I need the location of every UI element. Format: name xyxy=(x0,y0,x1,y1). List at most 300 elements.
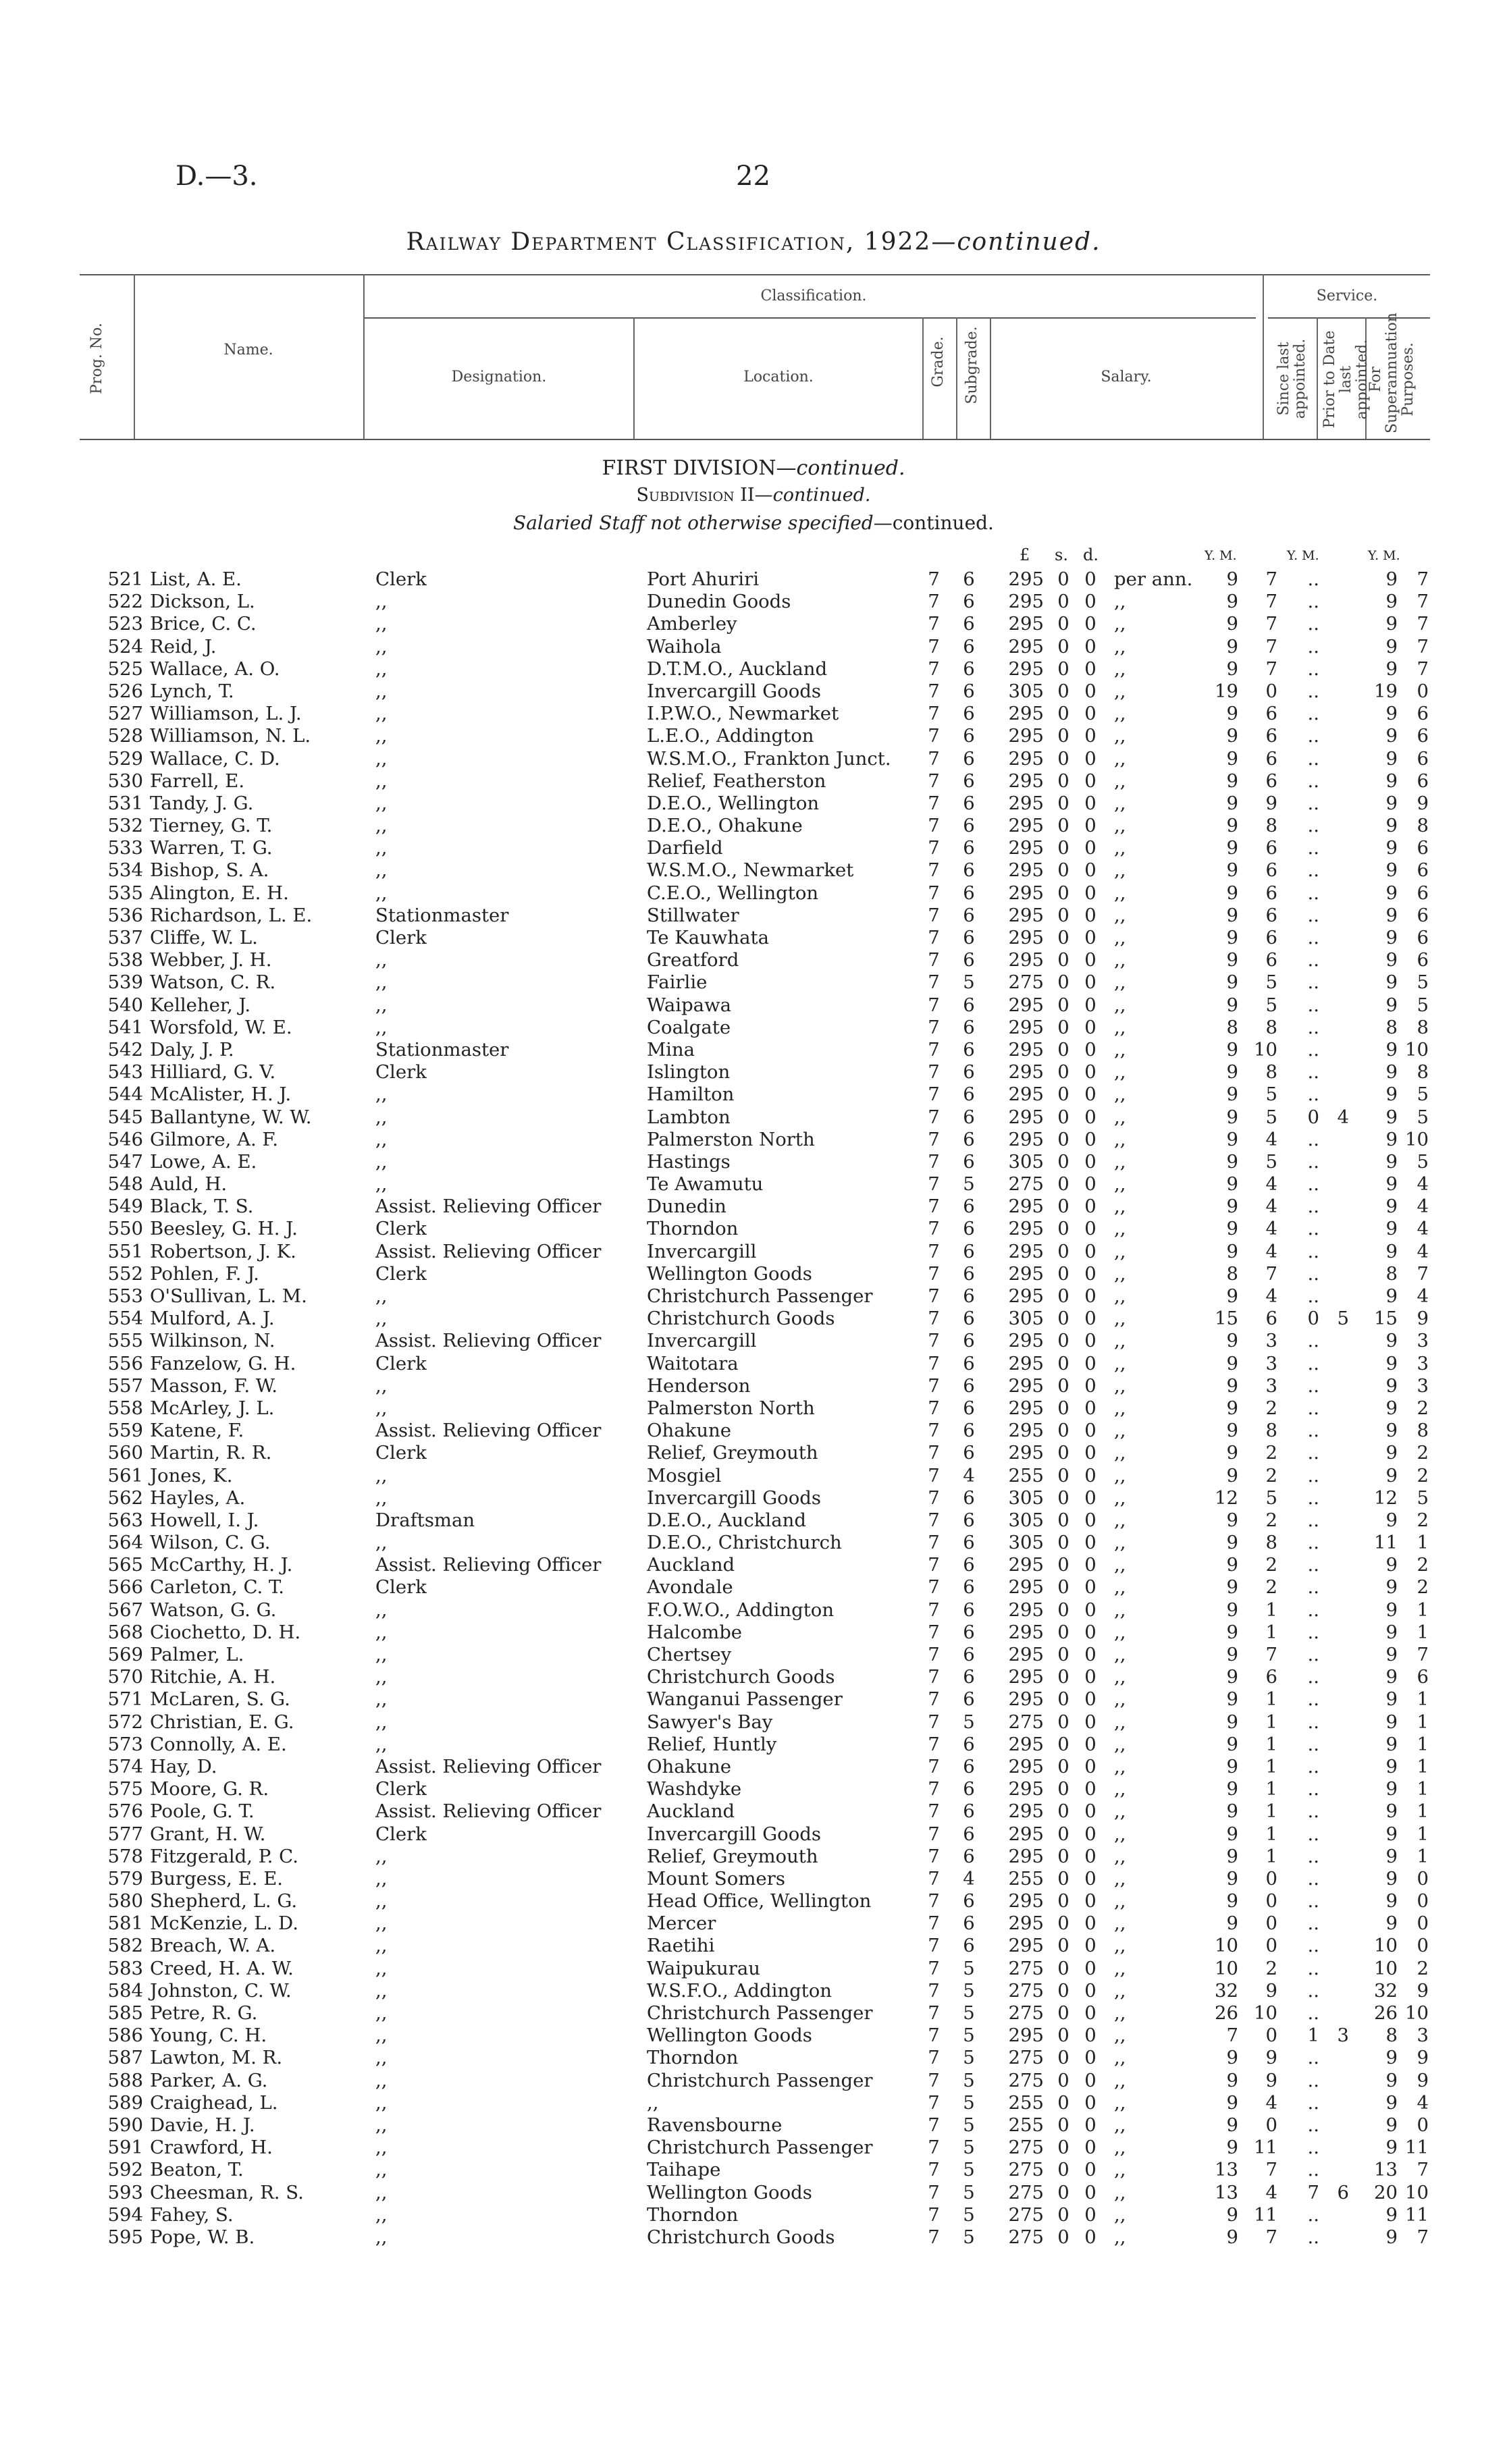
salary-pence: 0 xyxy=(1084,2137,1096,2159)
salary-pence: 0 xyxy=(1084,1262,1096,1285)
prog-no: 576 xyxy=(107,1800,143,1823)
subgrade: 6 xyxy=(963,770,975,792)
division-text: FIRST DIVISION— xyxy=(602,456,797,480)
salary-pounds: 295 xyxy=(1008,747,1044,770)
since-months: 3 xyxy=(1265,1330,1277,1352)
salary-pence: 0 xyxy=(1084,1867,1096,1890)
location: D.T.M.O., Auckland xyxy=(647,658,828,680)
salary-pounds: 295 xyxy=(1008,1778,1044,1800)
prog-no: 561 xyxy=(107,1464,143,1487)
salary-shillings: 0 xyxy=(1057,1330,1069,1352)
salary-pounds: 295 xyxy=(1008,635,1044,658)
salary-pence: 0 xyxy=(1084,1061,1096,1083)
salary-pence: 0 xyxy=(1084,1083,1096,1106)
salary-pence: 0 xyxy=(1084,1778,1096,1800)
location: Coalgate xyxy=(647,1016,731,1038)
salary-pence: 0 xyxy=(1084,1845,1096,1867)
employee-name: Beesley, G. H. J. xyxy=(150,1218,298,1240)
since-months: 8 xyxy=(1265,815,1277,837)
salary-pence: 0 xyxy=(1084,770,1096,792)
salary-pence: 0 xyxy=(1084,1979,1096,2002)
grade: 7 xyxy=(928,1285,940,1307)
prior-months: 3 xyxy=(1337,2025,1349,2047)
super-months: 8 xyxy=(1417,1016,1429,1038)
salary-period: ,, xyxy=(1114,1554,1126,1576)
table-row xyxy=(0,1756,1507,1778)
table-row xyxy=(0,1599,1507,1622)
super-years: 9 xyxy=(1385,613,1398,635)
designation: Clerk xyxy=(375,1262,427,1285)
location: D.E.O., Auckland xyxy=(647,1509,806,1531)
prog-no: 584 xyxy=(107,1979,143,2002)
grade: 7 xyxy=(928,1061,940,1083)
super-years: 9 xyxy=(1385,2226,1398,2248)
location: Waitotara xyxy=(647,1352,739,1374)
subgrade: 6 xyxy=(963,1330,975,1352)
prog-no: 551 xyxy=(107,1240,143,1262)
table-row xyxy=(0,1958,1507,1980)
since-months: 9 xyxy=(1265,792,1277,814)
prog-no: 588 xyxy=(107,2069,143,2091)
salary-pence: 0 xyxy=(1084,1196,1096,1218)
prior-years: .. xyxy=(1307,1599,1319,1621)
salary-shillings: 0 xyxy=(1057,1621,1069,1643)
grade: 7 xyxy=(928,1038,940,1061)
prior-years: .. xyxy=(1307,1128,1319,1150)
employee-name: Shepherd, L. G. xyxy=(150,1890,298,1912)
since-years: 9 xyxy=(1226,613,1238,635)
salary-pounds: 295 xyxy=(1008,1823,1044,1845)
salary-shillings: 0 xyxy=(1057,1038,1069,1061)
subgrade: 6 xyxy=(963,882,975,904)
table-row xyxy=(0,815,1507,837)
salary-period: ,, xyxy=(1114,1352,1126,1374)
employee-name: Johnston, C. W. xyxy=(150,1979,292,2002)
salary-pounds: 275 xyxy=(1008,1957,1044,1979)
table-row xyxy=(0,2204,1507,2226)
super-years: 9 xyxy=(1385,1867,1398,1890)
grade: 7 xyxy=(928,1979,940,2002)
super-years: 9 xyxy=(1385,994,1398,1016)
since-months: 9 xyxy=(1265,2047,1277,2069)
salary-pounds: 295 xyxy=(1008,1061,1044,1083)
table-row xyxy=(0,2047,1507,2069)
salary-pence: 0 xyxy=(1084,1666,1096,1688)
salary-pence: 0 xyxy=(1084,1285,1096,1307)
super-months: 0 xyxy=(1417,1935,1429,1957)
col-prior-to: Prior to Date last appointed. xyxy=(1321,330,1371,429)
salary-shillings: 0 xyxy=(1057,568,1069,590)
super-years: 20 xyxy=(1374,2181,1398,2203)
designation: Assist. Relieving Officer xyxy=(375,1330,602,1352)
employee-name: Kelleher, J. xyxy=(150,994,251,1016)
grade: 7 xyxy=(928,1464,940,1487)
since-months: 7 xyxy=(1265,658,1277,680)
salary-pounds: 275 xyxy=(1008,2203,1044,2226)
salary-shillings: 0 xyxy=(1057,1173,1069,1196)
location: Chertsey xyxy=(647,1644,732,1665)
salary-pounds: 275 xyxy=(1008,2137,1044,2159)
super-months: 6 xyxy=(1417,770,1429,792)
salary-shillings: 0 xyxy=(1057,1666,1069,1688)
since-years: 9 xyxy=(1226,1420,1238,1442)
prior-years: .. xyxy=(1307,1554,1319,1576)
since-years: 13 xyxy=(1215,2181,1238,2203)
salary-pounds: 295 xyxy=(1008,2025,1044,2047)
designation: Assist. Relieving Officer xyxy=(375,1554,602,1576)
super-years: 9 xyxy=(1385,927,1398,948)
super-months: 4 xyxy=(1417,2091,1429,2114)
prog-no: 535 xyxy=(107,882,143,904)
table-row xyxy=(0,994,1507,1017)
salary-pounds: 295 xyxy=(1008,1935,1044,1957)
table-row xyxy=(0,1397,1507,1420)
employee-name: Howell, I. J. xyxy=(150,1509,259,1531)
super-months: 1 xyxy=(1417,1823,1429,1845)
salary-pounds: 275 xyxy=(1008,1173,1044,1196)
salary-pence: 0 xyxy=(1084,1150,1096,1173)
salary-shillings: 0 xyxy=(1057,1487,1069,1509)
table-row xyxy=(0,2137,1507,2159)
salary-pence: 0 xyxy=(1084,1397,1096,1419)
super-years: 9 xyxy=(1385,1330,1398,1352)
designation: Clerk xyxy=(375,1218,427,1240)
salary-pounds: 295 xyxy=(1008,792,1044,814)
location: Darfield xyxy=(647,837,723,859)
subgrade: 5 xyxy=(963,2069,975,2091)
super-months: 7 xyxy=(1417,2226,1429,2248)
salary-pence: 0 xyxy=(1084,1330,1096,1352)
salary-shillings: 0 xyxy=(1057,927,1069,948)
salary-shillings: 0 xyxy=(1057,882,1069,904)
salary-pence: 0 xyxy=(1084,1733,1096,1755)
prog-no: 595 xyxy=(107,2226,143,2248)
col-prog-no: Prog. No. xyxy=(88,323,105,394)
subgrade: 6 xyxy=(963,1935,975,1957)
subdivision-heading xyxy=(0,485,1507,506)
location: Auckland xyxy=(647,1554,735,1576)
prior-years: .. xyxy=(1307,770,1319,792)
super-months: 4 xyxy=(1417,1218,1429,1240)
prior-years: .. xyxy=(1307,1644,1319,1665)
salary-pounds: 295 xyxy=(1008,904,1044,926)
salary-shillings: 0 xyxy=(1057,770,1069,792)
location: Auckland xyxy=(647,1800,735,1823)
salary-period: ,, xyxy=(1114,1308,1126,1330)
grade: 7 xyxy=(928,1912,940,1935)
salary-pence: 0 xyxy=(1084,1599,1096,1621)
prog-no: 556 xyxy=(107,1352,143,1374)
super-months: 7 xyxy=(1417,591,1429,613)
prior-years: .. xyxy=(1307,1150,1319,1173)
since-years: 9 xyxy=(1226,635,1238,658)
subgrade: 6 xyxy=(963,725,975,747)
super-years: 9 xyxy=(1385,1196,1398,1218)
col-for-super: For Superannuation Purposes. xyxy=(1367,313,1417,433)
subgrade: 6 xyxy=(963,1420,975,1442)
prog-no: 553 xyxy=(107,1285,143,1307)
prior-years: .. xyxy=(1307,949,1319,971)
salary-pence: 0 xyxy=(1084,658,1096,680)
prior-years: .. xyxy=(1307,568,1319,590)
designation: ,, xyxy=(375,747,388,770)
subgrade: 6 xyxy=(963,1845,975,1867)
unit-pence: d. xyxy=(1083,545,1099,564)
grade: 7 xyxy=(928,2137,940,2159)
table-row xyxy=(0,1308,1507,1330)
designation: ,, xyxy=(375,725,388,747)
since-years: 9 xyxy=(1226,1755,1238,1777)
grade: 7 xyxy=(928,1576,940,1599)
salary-shillings: 0 xyxy=(1057,1442,1069,1464)
location: Thorndon xyxy=(647,2203,739,2226)
salary-pounds: 295 xyxy=(1008,1285,1044,1307)
since-years: 9 xyxy=(1226,1330,1238,1352)
super-years: 9 xyxy=(1385,1061,1398,1083)
super-years: 9 xyxy=(1385,1576,1398,1599)
salary-pence: 0 xyxy=(1084,568,1096,590)
prior-years: .. xyxy=(1307,1957,1319,1979)
location: Waipukurau xyxy=(647,1957,761,1979)
subgrade: 5 xyxy=(963,2025,975,2047)
since-years: 9 xyxy=(1226,1778,1238,1800)
table-row xyxy=(0,2070,1507,2092)
employee-name: Craighead, L. xyxy=(150,2091,278,2114)
employee-name: Ballantyne, W. W. xyxy=(150,1106,312,1128)
since-months: 8 xyxy=(1265,1532,1277,1554)
since-years: 9 xyxy=(1226,1711,1238,1733)
salary-pounds: 295 xyxy=(1008,1196,1044,1218)
prog-no: 582 xyxy=(107,1935,143,1957)
designation: ,, xyxy=(375,2069,388,2091)
grade: 7 xyxy=(928,568,940,590)
super-years: 9 xyxy=(1385,1621,1398,1643)
employee-name: Black, T. S. xyxy=(150,1196,254,1218)
employee-name: McLaren, S. G. xyxy=(150,1688,290,1711)
prior-years: .. xyxy=(1307,1532,1319,1554)
since-years: 32 xyxy=(1215,1979,1238,2002)
table-row xyxy=(0,1666,1507,1688)
employee-name: Parker, A. G. xyxy=(150,2069,268,2091)
location: Thorndon xyxy=(647,1218,739,1240)
designation: ,, xyxy=(375,815,388,837)
employee-name: Watson, C. R. xyxy=(150,971,276,994)
salary-pounds: 305 xyxy=(1008,1532,1044,1554)
divider xyxy=(956,317,957,439)
grade: 7 xyxy=(928,2091,940,2114)
employee-name: Richardson, L. E. xyxy=(150,904,313,926)
super-years: 9 xyxy=(1385,1778,1398,1800)
super-months: 5 xyxy=(1417,1106,1429,1128)
salary-shillings: 0 xyxy=(1057,1016,1069,1038)
division-continued: continued. xyxy=(796,456,905,480)
employee-name: Connolly, A. E. xyxy=(150,1733,287,1755)
title-continued: continued. xyxy=(957,228,1101,256)
salary-pence: 0 xyxy=(1084,1308,1096,1330)
salary-pence: 0 xyxy=(1084,2226,1096,2248)
table-row xyxy=(0,1644,1507,1666)
subgrade: 6 xyxy=(963,1778,975,1800)
location: Relief, Featherston xyxy=(647,770,826,792)
salary-shillings: 0 xyxy=(1057,1352,1069,1374)
designation: ,, xyxy=(375,1308,388,1330)
since-months: 6 xyxy=(1265,949,1277,971)
location: Sawyer's Bay xyxy=(647,1711,773,1733)
salary-period: ,, xyxy=(1114,1374,1126,1397)
super-years: 9 xyxy=(1385,635,1398,658)
salary-pounds: 295 xyxy=(1008,1442,1044,1464)
since-years: 10 xyxy=(1215,1957,1238,1979)
super-months: 1 xyxy=(1417,1688,1429,1711)
salary-shillings: 0 xyxy=(1057,1890,1069,1912)
super-years: 11 xyxy=(1374,1532,1398,1554)
salary-period: ,, xyxy=(1114,1823,1126,1845)
prior-years: .. xyxy=(1307,613,1319,635)
salary-period: ,, xyxy=(1114,658,1126,680)
employee-name: O'Sullivan, L. M. xyxy=(150,1285,307,1307)
location: Wellington Goods xyxy=(647,2181,812,2203)
salary-pence: 0 xyxy=(1084,1823,1096,1845)
since-months: 11 xyxy=(1254,2137,1277,2159)
location: Greatford xyxy=(647,949,739,971)
super-months: 5 xyxy=(1417,994,1429,1016)
employee-name: Crawford, H. xyxy=(150,2137,273,2159)
subgrade: 6 xyxy=(963,613,975,635)
prior-years: .. xyxy=(1307,904,1319,926)
salary-pounds: 295 xyxy=(1008,1397,1044,1419)
salary-shillings: 0 xyxy=(1057,1397,1069,1419)
prior-years: .. xyxy=(1307,994,1319,1016)
designation: ,, xyxy=(375,2025,388,2047)
grade: 7 xyxy=(928,1487,940,1509)
grade: 7 xyxy=(928,1778,940,1800)
super-months: 4 xyxy=(1417,1240,1429,1262)
subgrade: 6 xyxy=(963,1128,975,1150)
prog-no: 523 xyxy=(107,613,143,635)
grade: 7 xyxy=(928,1397,940,1419)
employee-name: Robertson, J. K. xyxy=(150,1240,296,1262)
salary-pounds: 295 xyxy=(1008,1218,1044,1240)
subgrade: 6 xyxy=(963,1016,975,1038)
table-row xyxy=(0,1353,1507,1375)
subgrade: 6 xyxy=(963,904,975,926)
salary-pounds: 295 xyxy=(1008,1038,1044,1061)
prior-years: .. xyxy=(1307,1083,1319,1106)
employee-name: Lawton, M. R. xyxy=(150,2047,283,2069)
salary-period: ,, xyxy=(1114,2069,1126,2091)
salary-shillings: 0 xyxy=(1057,1935,1069,1957)
super-years: 9 xyxy=(1385,1733,1398,1755)
prior-years: .. xyxy=(1307,1487,1319,1509)
salary-pence: 0 xyxy=(1084,1755,1096,1777)
super-years: 9 xyxy=(1385,792,1398,814)
subgrade: 5 xyxy=(963,1979,975,2002)
salary-pence: 0 xyxy=(1084,1173,1096,1196)
location: W.S.M.O., Frankton Junct. xyxy=(647,747,891,770)
employee-name: Grant, H. W. xyxy=(150,1823,266,1845)
location: Wellington Goods xyxy=(647,1262,812,1285)
prior-years: .. xyxy=(1307,1352,1319,1374)
since-years: 12 xyxy=(1215,1487,1238,1509)
super-years: 9 xyxy=(1385,815,1398,837)
table-row xyxy=(0,1375,1507,1397)
salary-pounds: 295 xyxy=(1008,1554,1044,1576)
table-row xyxy=(0,2025,1507,2047)
designation: Stationmaster xyxy=(375,904,509,926)
since-years: 9 xyxy=(1226,1352,1238,1374)
prior-years: .. xyxy=(1307,1464,1319,1487)
salary-period: ,, xyxy=(1114,613,1126,635)
salary-pounds: 305 xyxy=(1008,1308,1044,1330)
prog-no: 524 xyxy=(107,635,143,658)
super-months: 10 xyxy=(1405,1038,1429,1061)
super-years: 10 xyxy=(1374,1957,1398,1979)
super-years: 9 xyxy=(1385,1666,1398,1688)
since-years: 7 xyxy=(1226,2025,1238,2047)
super-months: 7 xyxy=(1417,1644,1429,1665)
salary-pounds: 295 xyxy=(1008,1912,1044,1935)
location: Invercargill Goods xyxy=(647,1823,822,1845)
prog-no: 538 xyxy=(107,949,143,971)
unit-since: Y. M. xyxy=(1205,548,1237,563)
salary-pence: 0 xyxy=(1084,882,1096,904)
prior-years: .. xyxy=(1307,927,1319,948)
since-months: 4 xyxy=(1265,1196,1277,1218)
since-years: 10 xyxy=(1215,1935,1238,1957)
since-years: 9 xyxy=(1226,1532,1238,1554)
salary-period: ,, xyxy=(1114,2002,1126,2024)
table-row xyxy=(0,2159,1507,2181)
since-months: 1 xyxy=(1265,1599,1277,1621)
prog-no: 552 xyxy=(107,1262,143,1285)
staff-continued: —continued. xyxy=(873,512,994,534)
since-years: 15 xyxy=(1215,1308,1238,1330)
grade: 7 xyxy=(928,2114,940,2136)
salary-pence: 0 xyxy=(1084,2025,1096,2047)
salary-shillings: 0 xyxy=(1057,1128,1069,1150)
prog-no: 594 xyxy=(107,2203,143,2226)
salary-period: ,, xyxy=(1114,1128,1126,1150)
super-months: 3 xyxy=(1417,1352,1429,1374)
subgrade: 6 xyxy=(963,1262,975,1285)
since-months: 9 xyxy=(1265,2069,1277,2091)
salary-shillings: 0 xyxy=(1057,2114,1069,2136)
location: L.E.O., Addington xyxy=(647,725,814,747)
designation: ,, xyxy=(375,770,388,792)
prior-years: .. xyxy=(1307,1509,1319,1531)
prior-years: .. xyxy=(1307,1218,1319,1240)
since-years: 9 xyxy=(1226,1800,1238,1823)
prog-no: 573 xyxy=(107,1733,143,1755)
salary-period: ,, xyxy=(1114,994,1126,1016)
salary-shillings: 0 xyxy=(1057,2159,1069,2181)
salary-period: ,, xyxy=(1114,1979,1126,2002)
prog-no: 568 xyxy=(107,1621,143,1643)
since-years: 9 xyxy=(1226,1083,1238,1106)
table-row xyxy=(0,1173,1507,1196)
salary-pence: 0 xyxy=(1084,703,1096,725)
salary-pence: 0 xyxy=(1084,2159,1096,2181)
since-years: 9 xyxy=(1226,1733,1238,1755)
classification-rule xyxy=(365,317,1256,319)
col-location: Location. xyxy=(743,369,814,385)
salary-pounds: 295 xyxy=(1008,1016,1044,1038)
col-grade: Grade. xyxy=(930,336,947,387)
salary-pounds: 295 xyxy=(1008,949,1044,971)
salary-shillings: 0 xyxy=(1057,792,1069,814)
since-months: 7 xyxy=(1265,1644,1277,1665)
prog-no: 522 xyxy=(107,591,143,613)
